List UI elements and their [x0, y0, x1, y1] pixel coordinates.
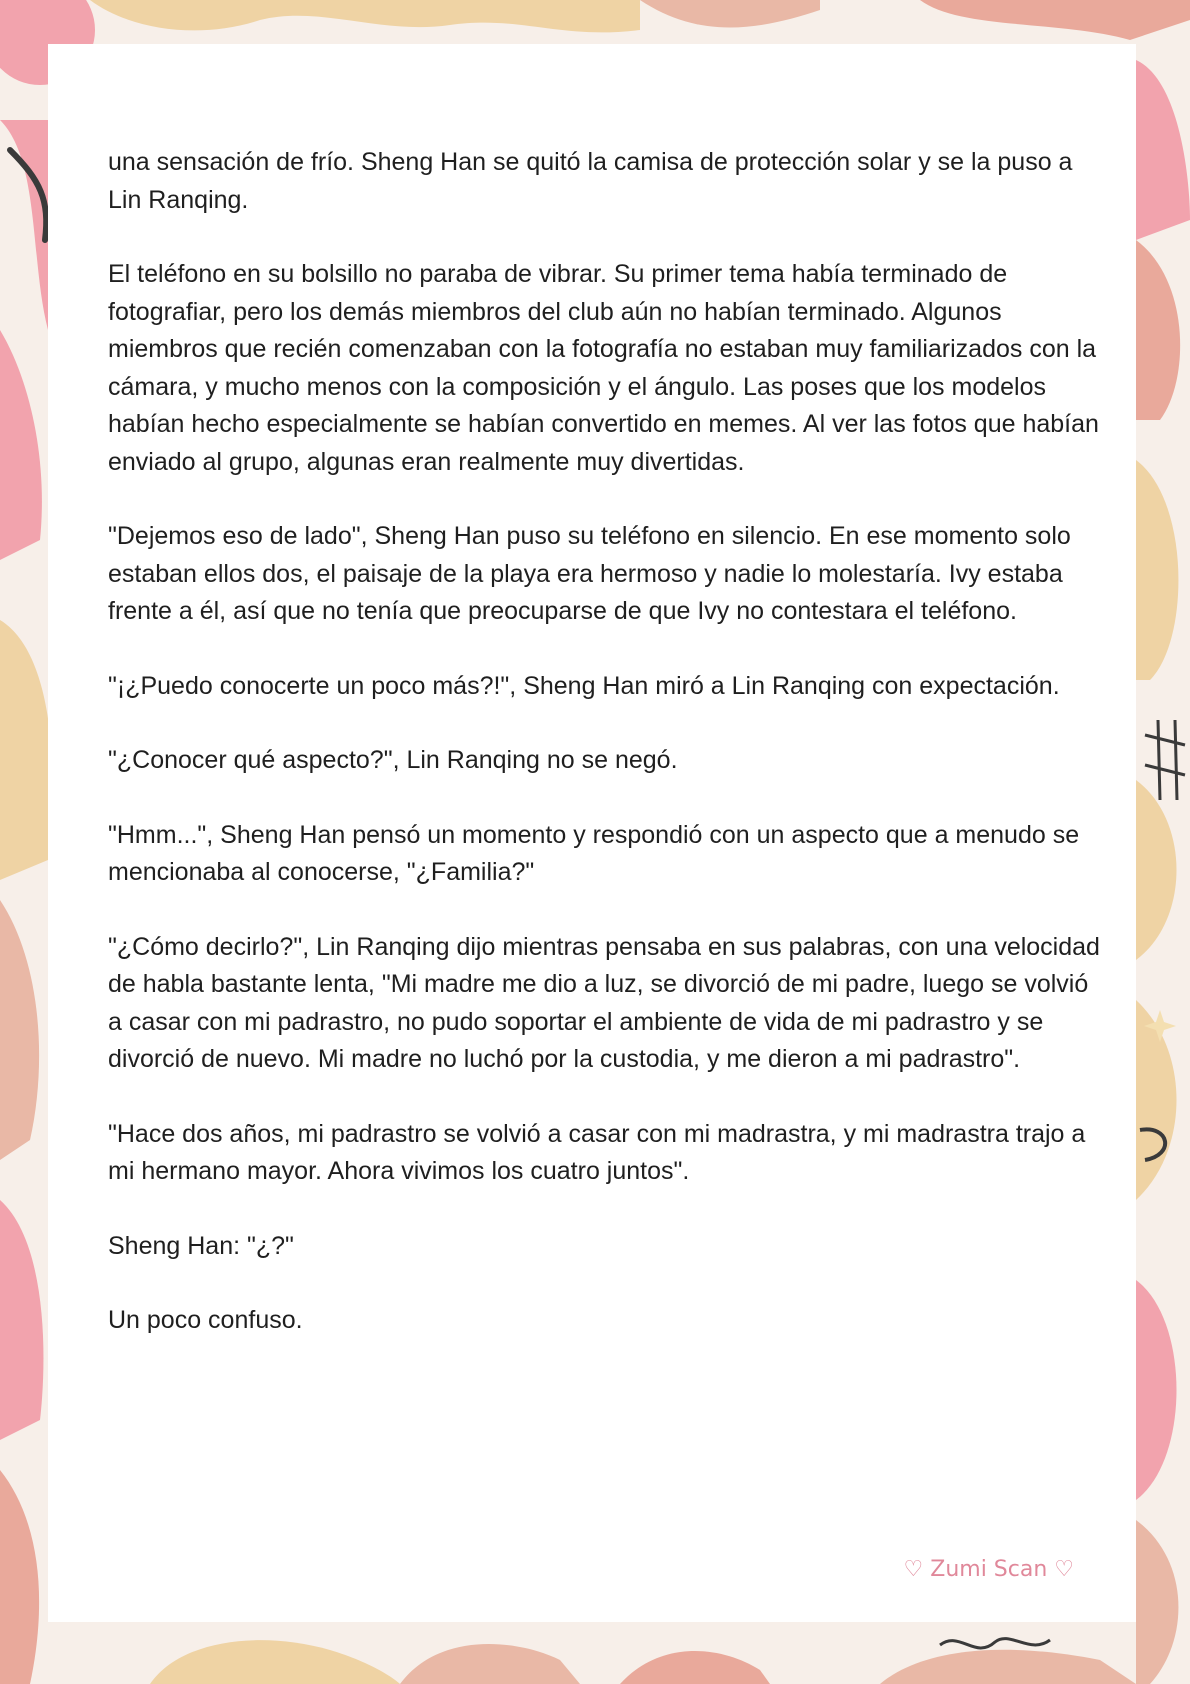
paragraph: Un poco confuso. [108, 1306, 303, 1334]
paragraph: "¿Cómo decirlo?", Lin Ranqing dijo mientras pensaba en sus palabras, con una velocidad de habla bastante lenta, "Mi madre me dio a luz, se divorció de mi padre, luego se volvió a casar con mi padrastro, no pudo soportar el ambiente de vida de mi padrastro y se divorció de nuevo. Mi madre no luchó por la custodia, y me dieron a mi padrastro". [108, 932, 1100, 1073]
paragraph: "¿Conocer qué aspecto?", Lin Ranqing no se negó. [108, 746, 678, 774]
paragraph: Sheng Han: "¿?" [108, 1231, 294, 1260]
paragraph: "Dejemos eso de lado", Sheng Han puso su teléfono en silencio. En ese momento solo estaban ellos dos, el paisaje de la playa era hermoso y nadie lo molestaría. Ivy estaba frente a él, así que no tenía que preocuparse de que Ivy no contestara el teléfono. [108, 522, 1071, 625]
paragraph: una sensación de frío. Sheng Han se quitó la camisa de protección solar y se la puso a Lin Ranqing. [108, 148, 1073, 214]
paragraph: "Hmm...", Sheng Han pensó un momento y respondió con un aspecto que a menudo se mencionaba al conocerse, "¿Familia?" [108, 820, 1080, 886]
paragraph: "¡¿Puedo conocerte un poco más?!", Sheng Han miró a Lin Ranqing con expectación. [108, 671, 1060, 700]
paragraph: "Hace dos años, mi padrastro se volvió a casar con mi madrastra, y mi madrastra trajo a mi hermano mayor. Ahora vivimos los cuatro juntos". [108, 1119, 1086, 1185]
paragraph: El teléfono en su bolsillo no paraba de vibrar. Su primer tema había terminado de fotografiar, pero los demás miembros del club aún no habían terminado. Algunos miembros que recién comenzaban con la fotografía no estaban muy familiarizados con la cámara, y mucho menos con la composición y el ángulo. Las poses que los modelos habían hecho especialmente se habían convertido en memes. Al ver las fotos que habían enviado al grupo, algunas eran realmente muy divertidas. [108, 260, 1099, 476]
scan-credit: ♡ Zumi Scan ♡ [903, 1557, 1074, 1582]
document-page [48, 44, 1136, 1622]
document-body [108, 144, 1108, 1377]
